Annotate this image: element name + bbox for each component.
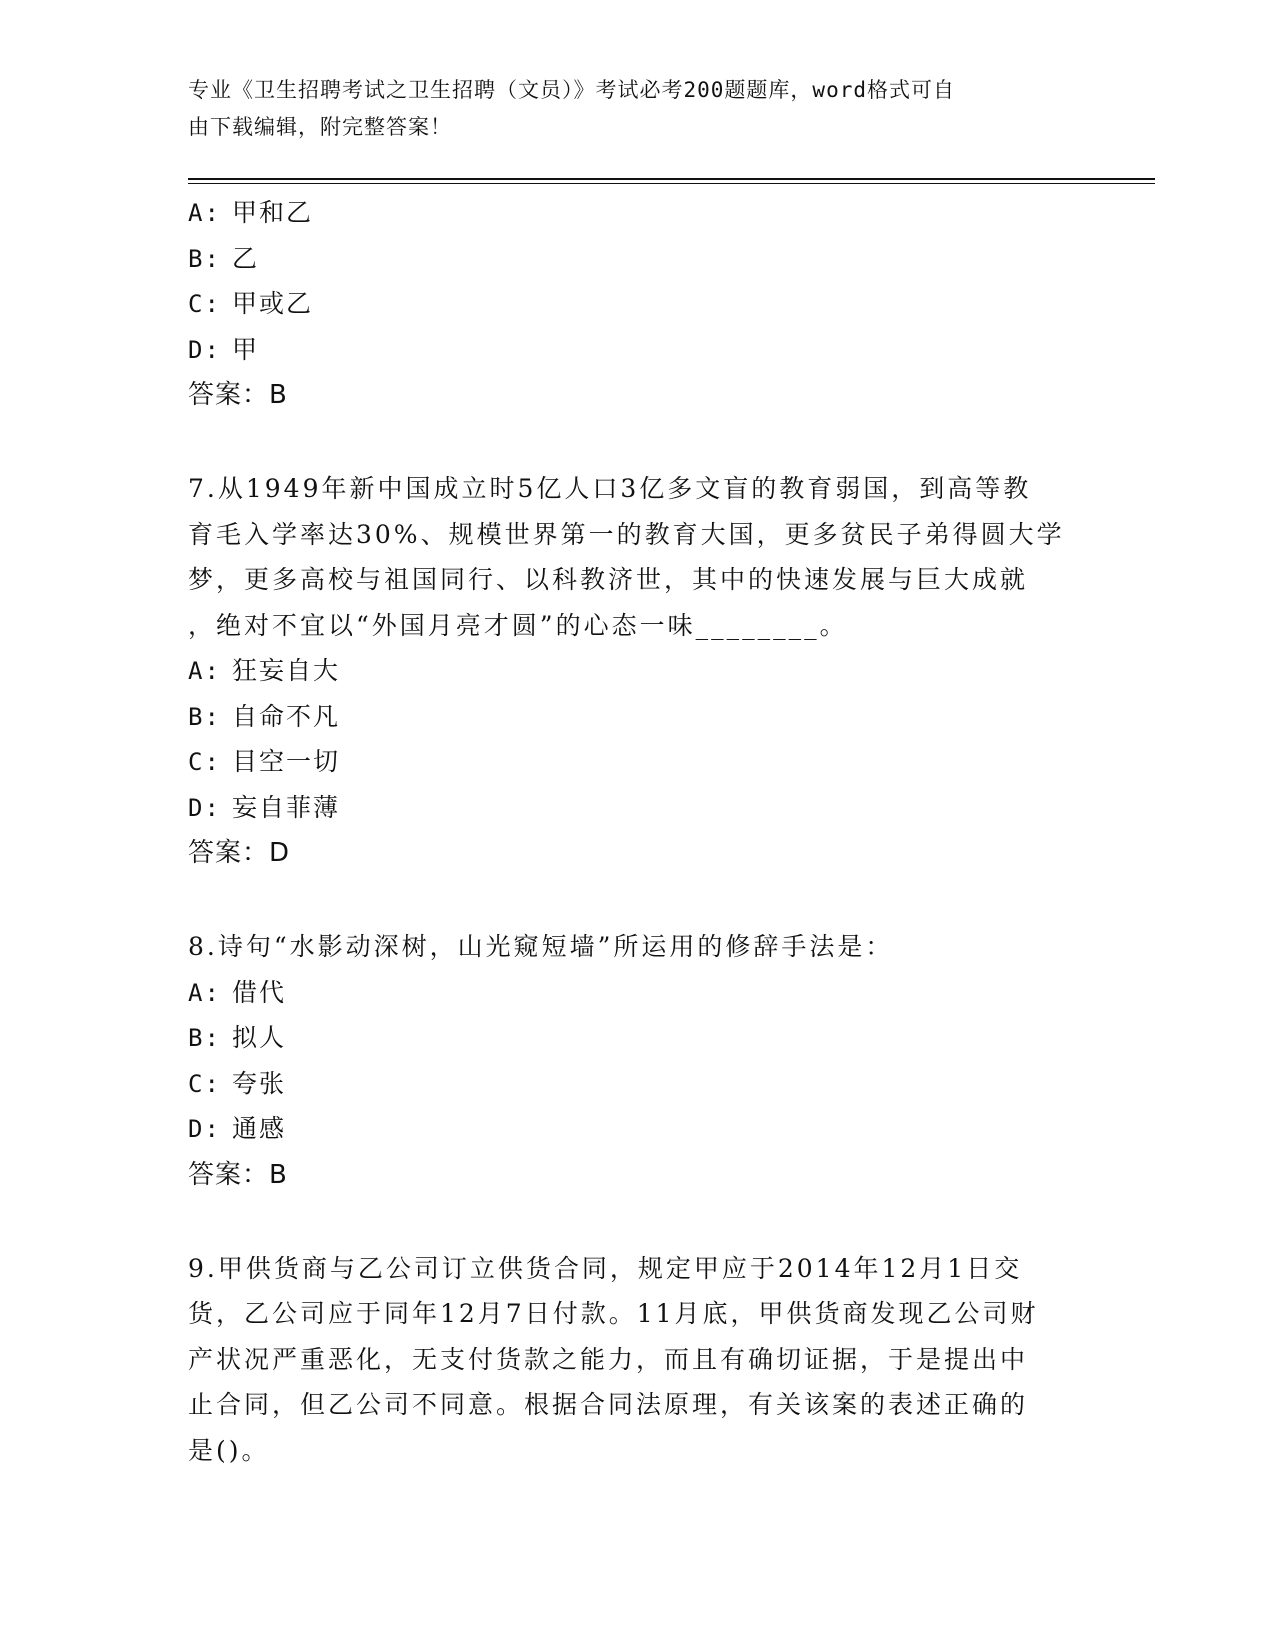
option-d: D: 甲: [188, 334, 260, 364]
answer-line: 答案：D: [188, 838, 291, 868]
question-6-block: [188, 190, 1088, 418]
question-9-block: [188, 1246, 1088, 1474]
option-c: C: 甲或乙: [188, 289, 314, 318]
question-line: ，绝对不宜以“外国月亮才圆”的心态一味________。: [188, 610, 848, 640]
document-header: [188, 72, 1088, 146]
question-line: 9.甲供货商与乙公司订立供货合同，规定甲应于2014年12月1日交: [188, 1253, 1023, 1283]
spacer: [188, 1198, 1088, 1246]
option-b: B: 自命不凡: [188, 701, 341, 731]
header-line-2: 由下载编辑，附完整答案！: [188, 115, 452, 139]
option-c: C: 目空一切: [188, 747, 341, 776]
option-a: A: 狂妄自大: [188, 656, 341, 685]
question-line: 育毛入学率达30%、规模世界第一的教育大国，更多贫民子弟得圆大学: [188, 519, 1065, 549]
header-rule-thin: [188, 183, 1155, 184]
option-a: A: 甲和乙: [188, 198, 314, 227]
question-line: 8.诗句“水影动深树，山光窥短墙”所运用的修辞手法是：: [188, 932, 894, 961]
question-line: 梦，更多高校与祖国同行、以科教济世，其中的快速发展与巨大成就: [188, 565, 1029, 594]
option-d: D: 通感: [188, 1114, 287, 1143]
option-b: B: 拟人: [188, 1023, 287, 1052]
question-text: [188, 466, 1088, 648]
question-text: [188, 924, 1088, 970]
option-c: C: 夸张: [188, 1068, 287, 1098]
question-text: [188, 1246, 1088, 1474]
option-d: D: 妄自菲薄: [188, 792, 341, 822]
question-line: 货，乙公司应于同年12月7日付款。11月底，甲供货商发现乙公司财: [188, 1299, 1039, 1328]
answer-line: 答案：B: [188, 1159, 288, 1190]
question-line: 是()。: [188, 1435, 270, 1465]
header-rule-thick: [188, 178, 1155, 180]
option-a: A: 借代: [188, 977, 287, 1007]
question-line: 止合同，但乙公司不同意。根据合同法原理，有关该案的表述正确的: [188, 1390, 1029, 1419]
question-7-block: [188, 466, 1088, 876]
answer-line: 答案：B: [188, 380, 288, 410]
spacer: [188, 876, 1088, 924]
question-line: 7.从1949年新中国成立时5亿人口3亿多文盲的教育弱国，到高等教: [188, 474, 1032, 503]
header-line-1: 专业《卫生招聘考试之卫生招聘（文员）》考试必考200题题库，word格式可自: [188, 78, 955, 102]
spacer: [188, 418, 1088, 466]
question-line: 产状况严重恶化，无支付货款之能力，而且有确切证据，于是提出中: [188, 1344, 1029, 1374]
question-content: [188, 190, 1088, 1473]
question-8-block: [188, 924, 1088, 1198]
option-b: B: 乙: [188, 243, 260, 273]
